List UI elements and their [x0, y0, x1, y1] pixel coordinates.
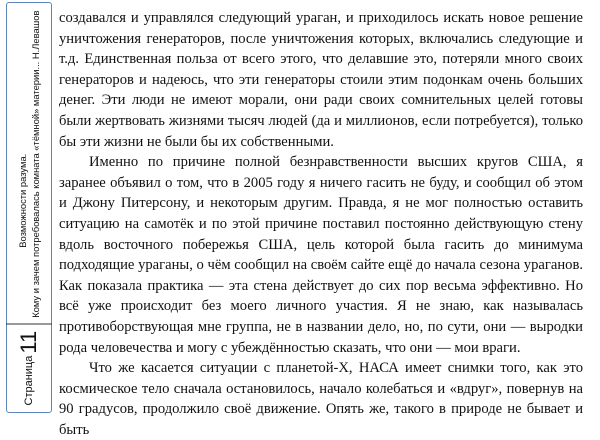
running-head	[16, 10, 42, 317]
page-number-block	[6, 323, 52, 405]
paragraph-2: Именно по причине полной безнравственности высших кругов США, я заранее объявил о том, что в 2005 году я ничего гасить не буду, и сообщил об этом и Джону Питерсону, и некоторым другим. Правда, я не мог полностью оставить ситуацию на самотёк и по этой причине поставил постоянно действующую стену вдоль восточного побережья США, цель которой была гасить до минимума подходящие ураганы, о чём сообщил на своём сайте ещё до начала сезона ураганов. Как показала практика — эта стена действует до сих пор весьма эффективно. Но всё уже происходит без моего личного участия. Я не знаю, как называлась противоборствующая мне группа, не в названии дело, но, по сути, они — выродки рода человечества и могу с убеждённостью сказать, что они — мои враги.	[59, 154, 583, 356]
page-label: Страница	[23, 355, 35, 405]
running-head-title: Возможности разума.	[17, 153, 28, 248]
paragraph-3: Что же касается ситуации с планетой-Х, НАСА имеет снимки того, как это космическое тело сначала остановилось, начало колебаться и «вдруг», повернув на 90 градусов, продолжило своё движение. Опять же, такого в природе не бывает и быть	[59, 360, 583, 438]
paragraph-1: создавался и управлялся следующий ураган, и приходилось искать новое решение уничтожения генераторов, после уничтожения которых, включались следующие и т.д. Единственная польза от всего этого, что делавшие это, потеряли много своих генераторов и надеюсь, что эти генераторы стоили этим подонкам очень больших денег. Эти люди не имеют морали, они ради своих сомнительных целей готовы были жертвовать жизнями тысяч людей (да и миллионов, если потребуется), только бы эти жизни не были бы их собственными.	[59, 10, 583, 150]
side-margin-header	[6, 2, 52, 413]
page-number: 11	[16, 330, 41, 354]
running-head-subtitle: Кому и зачем потребовалась комната «тёмной» материи... Н.Левашов	[30, 10, 41, 318]
side-margin-content	[6, 2, 52, 413]
body-text	[59, 8, 583, 440]
